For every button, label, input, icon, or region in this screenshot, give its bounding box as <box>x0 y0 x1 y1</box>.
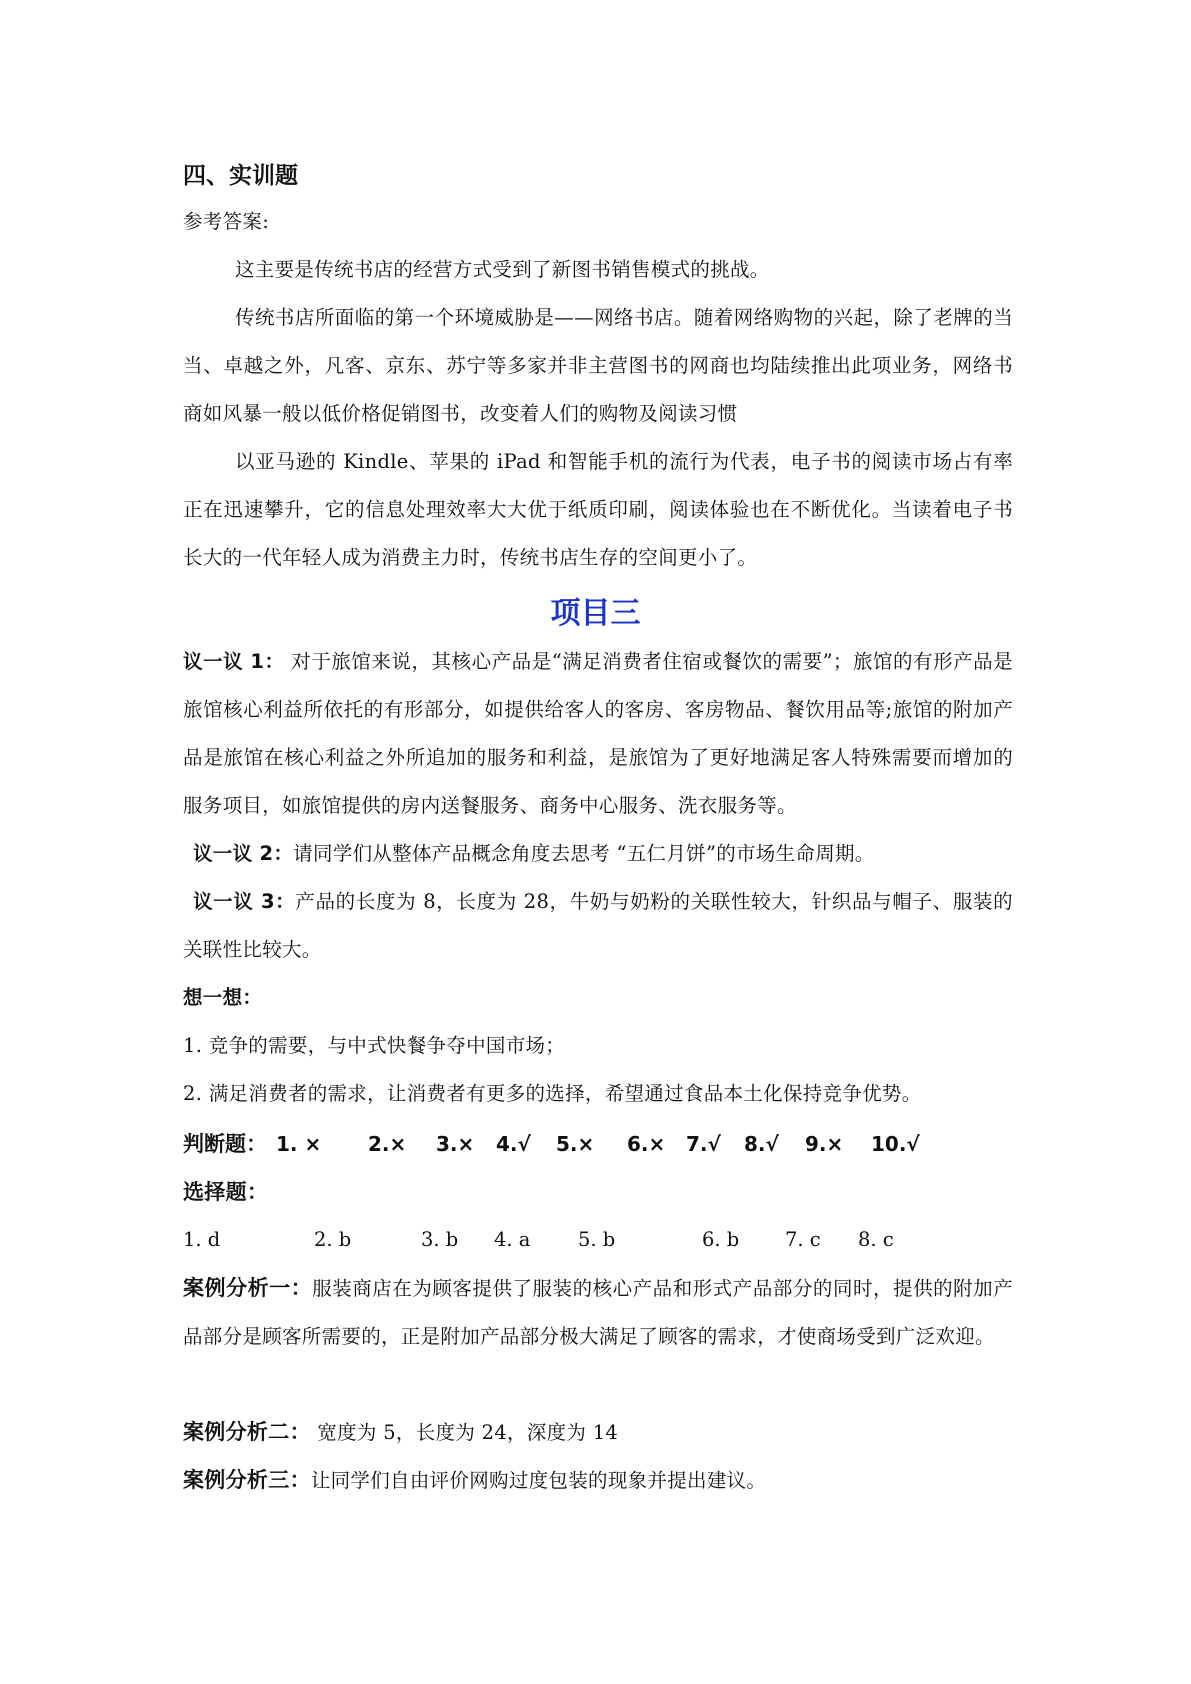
choice-answer-8: 8. c <box>858 1228 894 1251</box>
case-1 <box>183 1264 1013 1361</box>
true-false-row <box>183 1120 1013 1168</box>
true-false-label: 判断题： <box>183 1132 267 1156</box>
tf-answer-4: 4.√ <box>496 1132 531 1156</box>
reference-answer-label: 参考答案: <box>183 210 270 233</box>
case-1-text: 服装商店在为顾客提供了服装的核心产品和形式产品部分的同时，提供的附加产品部分是顾客所需要的，正是附加产品部分极大满足了顾客的需求，才使商场受到广泛欢迎。 <box>183 1277 1013 1348</box>
case-2 <box>183 1408 1013 1457</box>
case-1-label: 案例分析一： <box>183 1276 313 1300</box>
think-item-1: 1. 竞争的需要，与中式快餐争夺中国市场； <box>183 1034 566 1057</box>
tf-answer-6: 6.× <box>627 1132 666 1156</box>
discuss-2-text: 请同学们从整体产品概念角度去思考 “五仁月饼”的市场生命周期。 <box>293 842 875 865</box>
case-2-text: 宽度为 5，长度为 24，深度为 14 <box>310 1421 619 1444</box>
discuss-3-label: 议一议 3： <box>193 890 296 913</box>
case-3-text: 让同学们自由评价网购过度包装的现象并提出建议。 <box>310 1469 767 1492</box>
think-item-2: 2. 满足消费者的需求，让消费者有更多的选择，希望通过食品本土化保持竞争优势。 <box>183 1082 922 1105</box>
paragraph-3: 以亚马逊的 Kindle、苹果的 iPad 和智能手机的流行为代表，电子书的阅读市场占有率正在迅速攀升，它的信息处理效率大大优于纸质印刷，阅读体验也在不断优化。当读着电子书长大的一代年轻人成为消费主力时，传统书店生存的空间更小了。 <box>183 450 1013 569</box>
discuss-1-label: 议一议 1： <box>183 650 285 673</box>
tf-answer-2: 2.× <box>368 1132 407 1156</box>
tf-answer-8: 8.√ <box>744 1132 779 1156</box>
project-title: 项目三 <box>550 596 641 631</box>
paragraph-1: 这主要是传统书店的经营方式受到了新图书销售模式的挑战。 <box>235 258 770 281</box>
section-heading: 四、实训题 <box>183 163 298 189</box>
tf-answer-10: 10.√ <box>871 1132 920 1156</box>
choice-answer-4: 4. a <box>494 1228 531 1251</box>
discuss-3 <box>183 878 1013 974</box>
choice-answer-1: 1. d <box>183 1228 221 1251</box>
tf-answer-3: 3.× <box>436 1132 475 1156</box>
choice-label: 选择题： <box>183 1180 269 1204</box>
discuss-1 <box>183 638 1013 830</box>
case-3 <box>183 1456 1013 1505</box>
tf-answer-7: 7.√ <box>686 1132 721 1156</box>
case-2-label: 案例分析二： <box>183 1420 311 1444</box>
choice-answer-5: 5. b <box>578 1228 616 1251</box>
choice-answer-7: 7. c <box>785 1228 821 1251</box>
discuss-3-text: 产品的长度为 8，长度为 28，牛奶与奶粉的关联性较大，针织品与帽子、服装的关联性比较大。 <box>183 890 1013 961</box>
tf-answer-1: 1. × <box>276 1132 322 1156</box>
discuss-1-text: 对于旅馆来说，其核心产品是“满足消费者住宿或餐饮的需要”；旅馆的有形产品是旅馆核心利益所依托的有形部分，如提供给客人的客房、客房物品、餐饮用品等;旅馆的附加产品是旅馆在核心利益之外所追加的服务和利益，是旅馆为了更好地满足客人特殊需要而增加的服务项目，如旅馆提供的房内送餐服务、商务中心服务、洗衣服务等。 <box>183 650 1013 817</box>
choice-answer-2: 2. b <box>314 1228 352 1251</box>
discuss-2-label: 议一议 2： <box>193 842 294 865</box>
choice-row <box>183 1216 1013 1264</box>
think-label: 想一想： <box>183 986 263 1009</box>
paragraph-2: 传统书店所面临的第一个环境威胁是——网络书店。随着网络购物的兴起，除了老牌的当当、卓越之外，凡客、京东、苏宁等多家并非主营图书的网商也均陆续推出此项业务，网络书商如风暴一般以低价格促销图书，改变着人们的购物及阅读习惯 <box>183 306 1013 425</box>
case-3-label: 案例分析三： <box>183 1468 311 1492</box>
choice-answer-3: 3. b <box>421 1228 459 1251</box>
tf-answer-5: 5.× <box>556 1132 595 1156</box>
choice-answer-6: 6. b <box>702 1228 740 1251</box>
tf-answer-9: 9.× <box>805 1132 844 1156</box>
discuss-2 <box>183 830 1023 878</box>
